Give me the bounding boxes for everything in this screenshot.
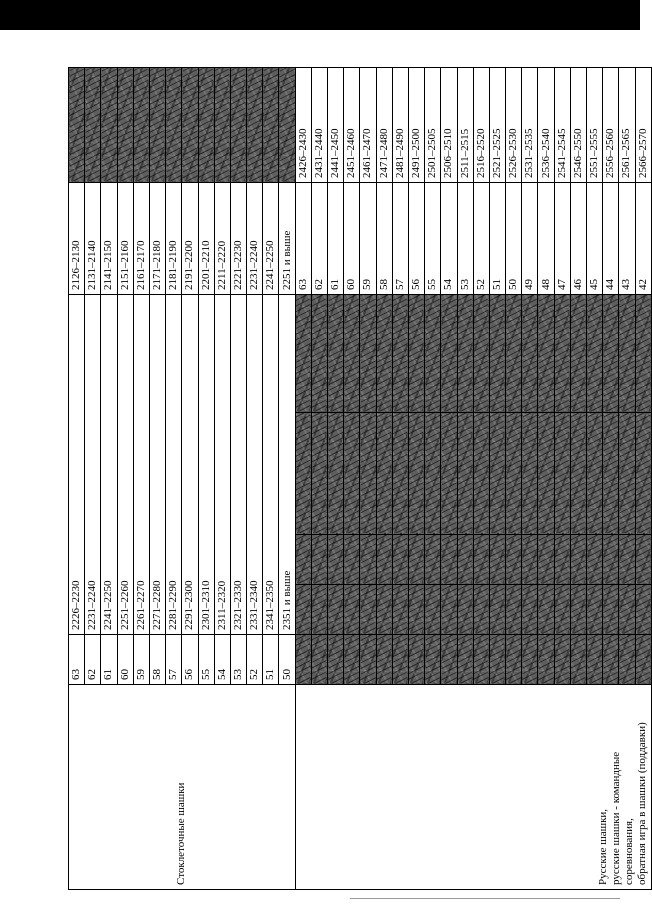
range-cell-a: 2541–2545 (554, 68, 570, 183)
shaded-cell (344, 295, 360, 413)
shaded-cell (506, 295, 522, 413)
shaded-cell (554, 413, 570, 535)
range-cell-b: 2191–2200 (182, 183, 198, 295)
shaded-cell (295, 413, 311, 535)
range-cell-b: 2131–2140 (85, 183, 101, 295)
range-cell-a: 2516–2520 (473, 68, 489, 183)
shaded-cell (360, 535, 376, 585)
discipline-line: соревнования, (622, 818, 635, 885)
age-cell: 54 (441, 183, 457, 295)
range-cell-a: 2281–2290 (166, 295, 182, 635)
age-cell: 59 (360, 183, 376, 295)
age-cell: 48 (538, 183, 554, 295)
range-cell-b: 2126–2130 (69, 183, 85, 295)
shaded-cell (554, 635, 570, 685)
shaded-cell (457, 535, 473, 585)
range-cell-a: 2556–2560 (603, 68, 619, 183)
shaded-cell (619, 585, 635, 635)
shaded-cell (538, 635, 554, 685)
age-cell: 49 (522, 183, 538, 295)
shaded-cell (570, 413, 586, 535)
shaded-cell (101, 68, 117, 183)
shaded-cell (570, 585, 586, 635)
shaded-cell (587, 635, 603, 685)
shaded-cell (344, 635, 360, 685)
shaded-cell (279, 68, 295, 183)
shaded-cell (133, 68, 149, 183)
shaded-cell (554, 535, 570, 585)
range-cell-a: 2561–2565 (619, 68, 635, 183)
shaded-cell (506, 535, 522, 585)
age-cell: 45 (587, 183, 603, 295)
range-cell-a: 2526–2530 (506, 68, 522, 183)
shaded-cell (328, 295, 344, 413)
shaded-cell (603, 635, 619, 685)
shaded-cell (522, 635, 538, 685)
shaded-cell (425, 413, 441, 535)
shaded-cell (344, 585, 360, 635)
range-cell-a: 2471–2480 (376, 68, 392, 183)
age-cell: 51 (489, 183, 505, 295)
shaded-cell (473, 295, 489, 413)
shaded-cell (344, 535, 360, 585)
shaded-cell (473, 413, 489, 535)
age-cell: 58 (376, 183, 392, 295)
shaded-cell (295, 535, 311, 585)
shaded-cell (392, 295, 408, 413)
shaded-cell (603, 295, 619, 413)
range-cell-b: 2161–2170 (133, 183, 149, 295)
age-cell: 52 (247, 635, 263, 685)
shaded-cell (392, 635, 408, 685)
shaded-cell (311, 585, 327, 635)
age-cell: 62 (85, 635, 101, 685)
shaded-cell (587, 413, 603, 535)
discipline-line: Русские шашки, (596, 808, 609, 885)
shaded-cell (408, 535, 424, 585)
range-cell-a: 2501–2505 (425, 68, 441, 183)
shaded-cell (360, 295, 376, 413)
shaded-cell (587, 585, 603, 635)
shaded-cell (554, 295, 570, 413)
range-cell-b: 2181–2190 (166, 183, 182, 295)
age-cell: 50 (279, 635, 295, 685)
shaded-cell (425, 585, 441, 635)
table-row (69, 68, 85, 890)
shaded-cell (392, 413, 408, 535)
shaded-cell (538, 535, 554, 585)
shaded-cell (538, 295, 554, 413)
shaded-cell (247, 68, 263, 183)
age-cell: 55 (198, 635, 214, 685)
age-cell: 57 (392, 183, 408, 295)
table-frame (68, 68, 649, 890)
shaded-cell (328, 413, 344, 535)
shaded-cell (489, 295, 505, 413)
shaded-cell (295, 585, 311, 635)
scan-top-border (0, 0, 640, 30)
shaded-cell (69, 68, 85, 183)
shaded-cell (473, 535, 489, 585)
shaded-cell (408, 413, 424, 535)
age-cell: 51 (263, 635, 279, 685)
shaded-cell (311, 635, 327, 685)
shaded-cell (570, 535, 586, 585)
discipline-label (295, 685, 651, 890)
shaded-cell (603, 535, 619, 585)
shaded-cell (522, 585, 538, 635)
range-cell-a: 2451–2460 (344, 68, 360, 183)
shaded-cell (311, 535, 327, 585)
discipline-label: Стоклеточные шашки (69, 685, 296, 890)
range-cell-a: 2251–2260 (117, 295, 133, 635)
range-cell-a: 2441–2450 (328, 68, 344, 183)
shaded-cell (635, 585, 651, 635)
range-cell-a: 2506–2510 (441, 68, 457, 183)
range-cell-b: 2151–2160 (117, 183, 133, 295)
shaded-cell (619, 635, 635, 685)
shaded-cell (635, 413, 651, 535)
shaded-cell (263, 68, 279, 183)
age-cell: 56 (408, 183, 424, 295)
shaded-cell (425, 295, 441, 413)
scan-bottom-edge (350, 898, 620, 899)
shaded-cell (619, 295, 635, 413)
shaded-cell (587, 535, 603, 585)
shaded-cell (376, 413, 392, 535)
age-cell: 42 (635, 183, 651, 295)
shaded-cell (376, 295, 392, 413)
shaded-cell (328, 535, 344, 585)
shaded-cell (230, 68, 246, 183)
range-cell-a: 2481–2490 (392, 68, 408, 183)
range-cell-a: 2301–2310 (198, 295, 214, 635)
shaded-cell (506, 413, 522, 535)
shaded-cell (182, 68, 198, 183)
shaded-cell (360, 635, 376, 685)
range-cell-a: 2321–2330 (230, 295, 246, 635)
shaded-cell (603, 413, 619, 535)
age-cell: 52 (473, 183, 489, 295)
shaded-cell (214, 68, 230, 183)
shaded-cell (457, 295, 473, 413)
range-cell-b: 2141–2150 (101, 183, 117, 295)
shaded-cell (441, 295, 457, 413)
shaded-cell (441, 413, 457, 535)
shaded-cell (344, 413, 360, 535)
shaded-cell (328, 585, 344, 635)
shaded-cell (457, 585, 473, 635)
shaded-cell (457, 635, 473, 685)
range-cell-a: 2536–2540 (538, 68, 554, 183)
shaded-cell (408, 295, 424, 413)
range-cell-a: 2511–2515 (457, 68, 473, 183)
shaded-cell (489, 413, 505, 535)
shaded-cell (473, 635, 489, 685)
age-cell: 50 (506, 183, 522, 295)
shaded-cell (522, 535, 538, 585)
shaded-cell (635, 295, 651, 413)
rotated-sheet (68, 68, 649, 890)
age-cell: 57 (166, 635, 182, 685)
age-cell: 47 (554, 183, 570, 295)
discipline-line: обратная игра в шашки (поддавки) (635, 722, 648, 885)
shaded-cell (425, 535, 441, 585)
shaded-cell (85, 68, 101, 183)
shaded-cell (570, 635, 586, 685)
range-cell-a: 2566–2570 (635, 68, 651, 183)
shaded-cell (149, 68, 165, 183)
range-cell-a: 2546–2550 (570, 68, 586, 183)
shaded-cell (522, 295, 538, 413)
shaded-cell (408, 585, 424, 635)
range-cell-a: 2426–2430 (295, 68, 311, 183)
shaded-cell (538, 413, 554, 535)
age-cell: 58 (149, 635, 165, 685)
table-body (69, 68, 652, 890)
age-cell: 53 (457, 183, 473, 295)
range-cell-b: 2231–2240 (247, 183, 263, 295)
shaded-cell (619, 535, 635, 585)
shaded-cell (295, 635, 311, 685)
shaded-cell (538, 585, 554, 635)
range-cell-a: 2551–2555 (587, 68, 603, 183)
age-cell: 56 (182, 635, 198, 685)
range-cell-a: 2231–2240 (85, 295, 101, 635)
range-cell-a: 2431–2440 (311, 68, 327, 183)
shaded-cell (376, 585, 392, 635)
table-row (295, 68, 311, 890)
shaded-cell (392, 535, 408, 585)
shaded-cell (587, 295, 603, 413)
shaded-cell (360, 585, 376, 635)
shaded-cell (166, 68, 182, 183)
age-cell: 62 (311, 183, 327, 295)
shaded-cell (570, 295, 586, 413)
age-cell: 54 (214, 635, 230, 685)
range-cell-a: 2226–2230 (69, 295, 85, 635)
range-cell-a: 2261–2270 (133, 295, 149, 635)
range-cell-b: 2201–2210 (198, 183, 214, 295)
range-cell-a: 2271–2280 (149, 295, 165, 635)
age-cell: 43 (619, 183, 635, 295)
shaded-cell (311, 295, 327, 413)
age-cell: 44 (603, 183, 619, 295)
shaded-cell (554, 585, 570, 635)
shaded-cell (441, 635, 457, 685)
age-cell: 60 (344, 183, 360, 295)
range-cell-a: 2351 и выше (279, 295, 295, 635)
range-cell-a: 2291–2300 (182, 295, 198, 635)
shaded-cell (408, 635, 424, 685)
shaded-cell (635, 635, 651, 685)
age-cell: 61 (101, 635, 117, 685)
range-cell-a: 2521–2525 (489, 68, 505, 183)
discipline-line: русские шашки - командные (609, 751, 622, 885)
shaded-cell (360, 413, 376, 535)
age-cell: 63 (295, 183, 311, 295)
range-cell-a: 2311–2320 (214, 295, 230, 635)
range-cell-a: 2461–2470 (360, 68, 376, 183)
range-cell-a: 2331–2340 (247, 295, 263, 635)
shaded-cell (376, 635, 392, 685)
shaded-cell (441, 585, 457, 635)
shaded-cell (489, 585, 505, 635)
shaded-cell (489, 535, 505, 585)
shaded-cell (489, 635, 505, 685)
range-cell-b: 2211–2220 (214, 183, 230, 295)
shaded-cell (635, 535, 651, 585)
shaded-cell (457, 413, 473, 535)
shaded-cell (506, 635, 522, 685)
ratings-table (68, 67, 652, 890)
range-cell-b: 2251 и выше (279, 183, 295, 295)
shaded-cell (328, 635, 344, 685)
shaded-cell (522, 413, 538, 535)
age-cell: 46 (570, 183, 586, 295)
range-cell-a: 2491–2500 (408, 68, 424, 183)
shaded-cell (117, 68, 133, 183)
age-cell: 53 (230, 635, 246, 685)
shaded-cell (311, 413, 327, 535)
shaded-cell (198, 68, 214, 183)
shaded-cell (603, 585, 619, 635)
shaded-cell (295, 295, 311, 413)
range-cell-b: 2221–2230 (230, 183, 246, 295)
age-cell: 55 (425, 183, 441, 295)
shaded-cell (376, 535, 392, 585)
range-cell-b: 2171–2180 (149, 183, 165, 295)
range-cell-a: 2241–2250 (101, 295, 117, 635)
range-cell-b: 2241–2250 (263, 183, 279, 295)
shaded-cell (619, 413, 635, 535)
shaded-cell (392, 585, 408, 635)
range-cell-a: 2341–2350 (263, 295, 279, 635)
age-cell: 60 (117, 635, 133, 685)
age-cell: 59 (133, 635, 149, 685)
shaded-cell (506, 585, 522, 635)
shaded-cell (441, 535, 457, 585)
shaded-cell (425, 635, 441, 685)
range-cell-a: 2531–2535 (522, 68, 538, 183)
shaded-cell (473, 585, 489, 635)
age-cell: 63 (69, 635, 85, 685)
age-cell: 61 (328, 183, 344, 295)
